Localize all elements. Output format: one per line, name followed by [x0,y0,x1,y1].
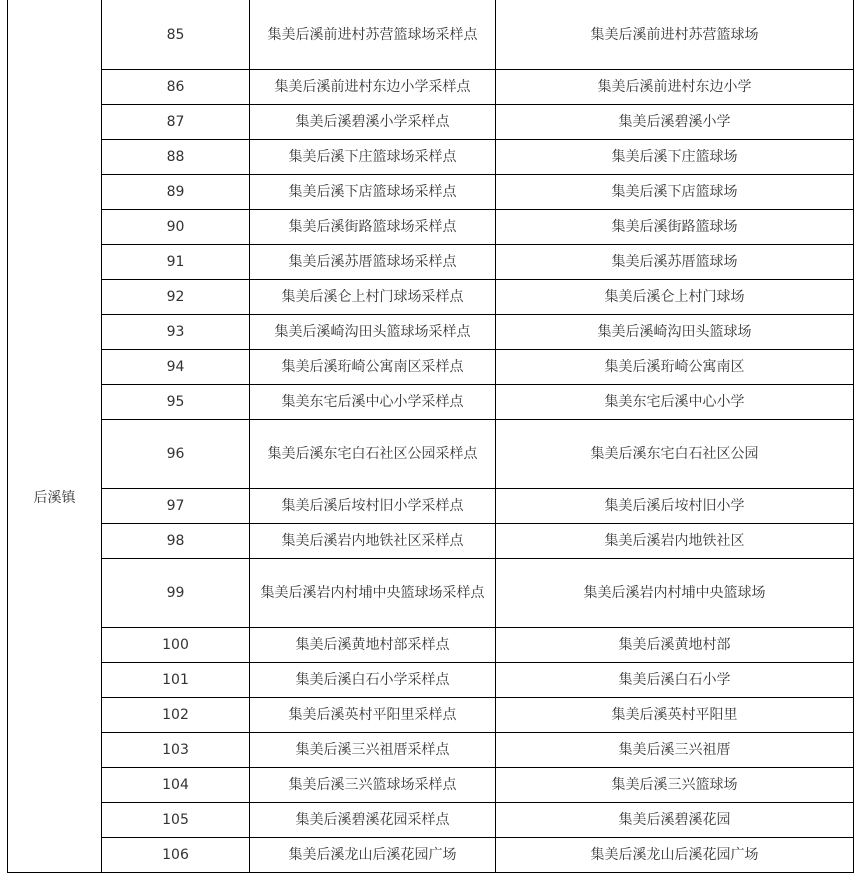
location-name: 集美后溪碧溪花园 [496,803,854,838]
row-number: 85 [102,0,250,70]
table-row [8,175,854,210]
sampling-site-name: 集美后溪英村平阳里采样点 [250,698,496,733]
sampling-site-name: 集美后溪白石小学采样点 [250,663,496,698]
sampling-site-name: 集美后溪东宅白石社区公园采样点 [250,420,496,489]
table-row [8,105,854,140]
table-row [8,803,854,838]
table-row [8,420,854,489]
sampling-site-name: 集美后溪黄地村部采样点 [250,628,496,663]
row-number: 90 [102,210,250,245]
table-row [8,70,854,105]
sampling-site-name: 集美后溪龙山后溪花园广场 [250,838,496,873]
row-number: 96 [102,420,250,489]
sampling-site-table [7,0,854,873]
location-name: 集美后溪黄地村部 [496,628,854,663]
sampling-site-name: 集美后溪岩内地铁社区采样点 [250,524,496,559]
sampling-site-name: 集美后溪街路篮球场采样点 [250,210,496,245]
table-row [8,0,854,70]
location-name: 集美后溪三兴祖厝 [496,733,854,768]
row-number: 94 [102,350,250,385]
sampling-site-name: 集美后溪下店篮球场采样点 [250,175,496,210]
table-row [8,140,854,175]
sampling-site-name: 集美后溪前进村苏营篮球场采样点 [250,0,496,70]
location-name: 集美后溪仑上村门球场 [496,280,854,315]
location-name: 集美后溪前进村苏营篮球场 [496,0,854,70]
row-number: 98 [102,524,250,559]
row-number: 100 [102,628,250,663]
table-row [8,350,854,385]
table-row [8,524,854,559]
location-name: 集美后溪三兴篮球场 [496,768,854,803]
row-number: 105 [102,803,250,838]
table-row [8,315,854,350]
sampling-site-name: 集美后溪崎沟田头篮球场采样点 [250,315,496,350]
location-name: 集美后溪后垵村旧小学 [496,489,854,524]
location-name: 集美后溪前进村东边小学 [496,70,854,105]
location-name: 集美后溪珩崎公寓南区 [496,350,854,385]
location-name: 集美后溪街路篮球场 [496,210,854,245]
sampling-site-name: 集美后溪碧溪花园采样点 [250,803,496,838]
location-name: 集美后溪苏厝篮球场 [496,245,854,280]
location-name: 集美后溪东宅白石社区公园 [496,420,854,489]
table-row [8,838,854,873]
sampling-site-name: 集美后溪岩内村埔中央篮球场采样点 [250,559,496,628]
sampling-site-name: 集美后溪碧溪小学采样点 [250,105,496,140]
row-number: 92 [102,280,250,315]
sampling-site-name: 集美后溪前进村东边小学采样点 [250,70,496,105]
table-row [8,559,854,628]
row-number: 87 [102,105,250,140]
sampling-site-name: 集美后溪下庄篮球场采样点 [250,140,496,175]
district-cell [8,0,102,873]
sampling-site-name: 集美后溪珩崎公寓南区采样点 [250,350,496,385]
location-name: 集美后溪岩内地铁社区 [496,524,854,559]
row-number: 95 [102,385,250,420]
sampling-site-name: 集美后溪三兴篮球场采样点 [250,768,496,803]
row-number: 93 [102,315,250,350]
table-row [8,210,854,245]
location-name: 集美后溪下庄篮球场 [496,140,854,175]
row-number: 106 [102,838,250,873]
location-name: 集美后溪龙山后溪花园广场 [496,838,854,873]
sampling-site-name: 集美后溪三兴祖厝采样点 [250,733,496,768]
location-name: 集美后溪下店篮球场 [496,175,854,210]
row-number: 103 [102,733,250,768]
table-row [8,385,854,420]
table-row [8,628,854,663]
location-name: 集美后溪碧溪小学 [496,105,854,140]
row-number: 91 [102,245,250,280]
sampling-site-name: 集美后溪仑上村门球场采样点 [250,280,496,315]
row-number: 104 [102,768,250,803]
location-name: 集美后溪英村平阳里 [496,698,854,733]
table-row [8,698,854,733]
row-number: 86 [102,70,250,105]
location-name: 集美后溪岩内村埔中央篮球场 [496,559,854,628]
table-row [8,663,854,698]
table-row [8,489,854,524]
row-number: 102 [102,698,250,733]
row-number: 88 [102,140,250,175]
row-number: 89 [102,175,250,210]
district-label: 后溪镇 [33,490,76,506]
table-row [8,245,854,280]
sampling-site-name: 集美后溪苏厝篮球场采样点 [250,245,496,280]
location-name: 集美后溪崎沟田头篮球场 [496,315,854,350]
table-row [8,733,854,768]
sampling-site-name: 集美后溪后垵村旧小学采样点 [250,489,496,524]
location-name: 集美东宅后溪中心小学 [496,385,854,420]
sampling-site-name: 集美东宅后溪中心小学采样点 [250,385,496,420]
location-name: 集美后溪白石小学 [496,663,854,698]
table-row [8,768,854,803]
row-number: 101 [102,663,250,698]
row-number: 99 [102,559,250,628]
row-number: 97 [102,489,250,524]
table-row [8,280,854,315]
